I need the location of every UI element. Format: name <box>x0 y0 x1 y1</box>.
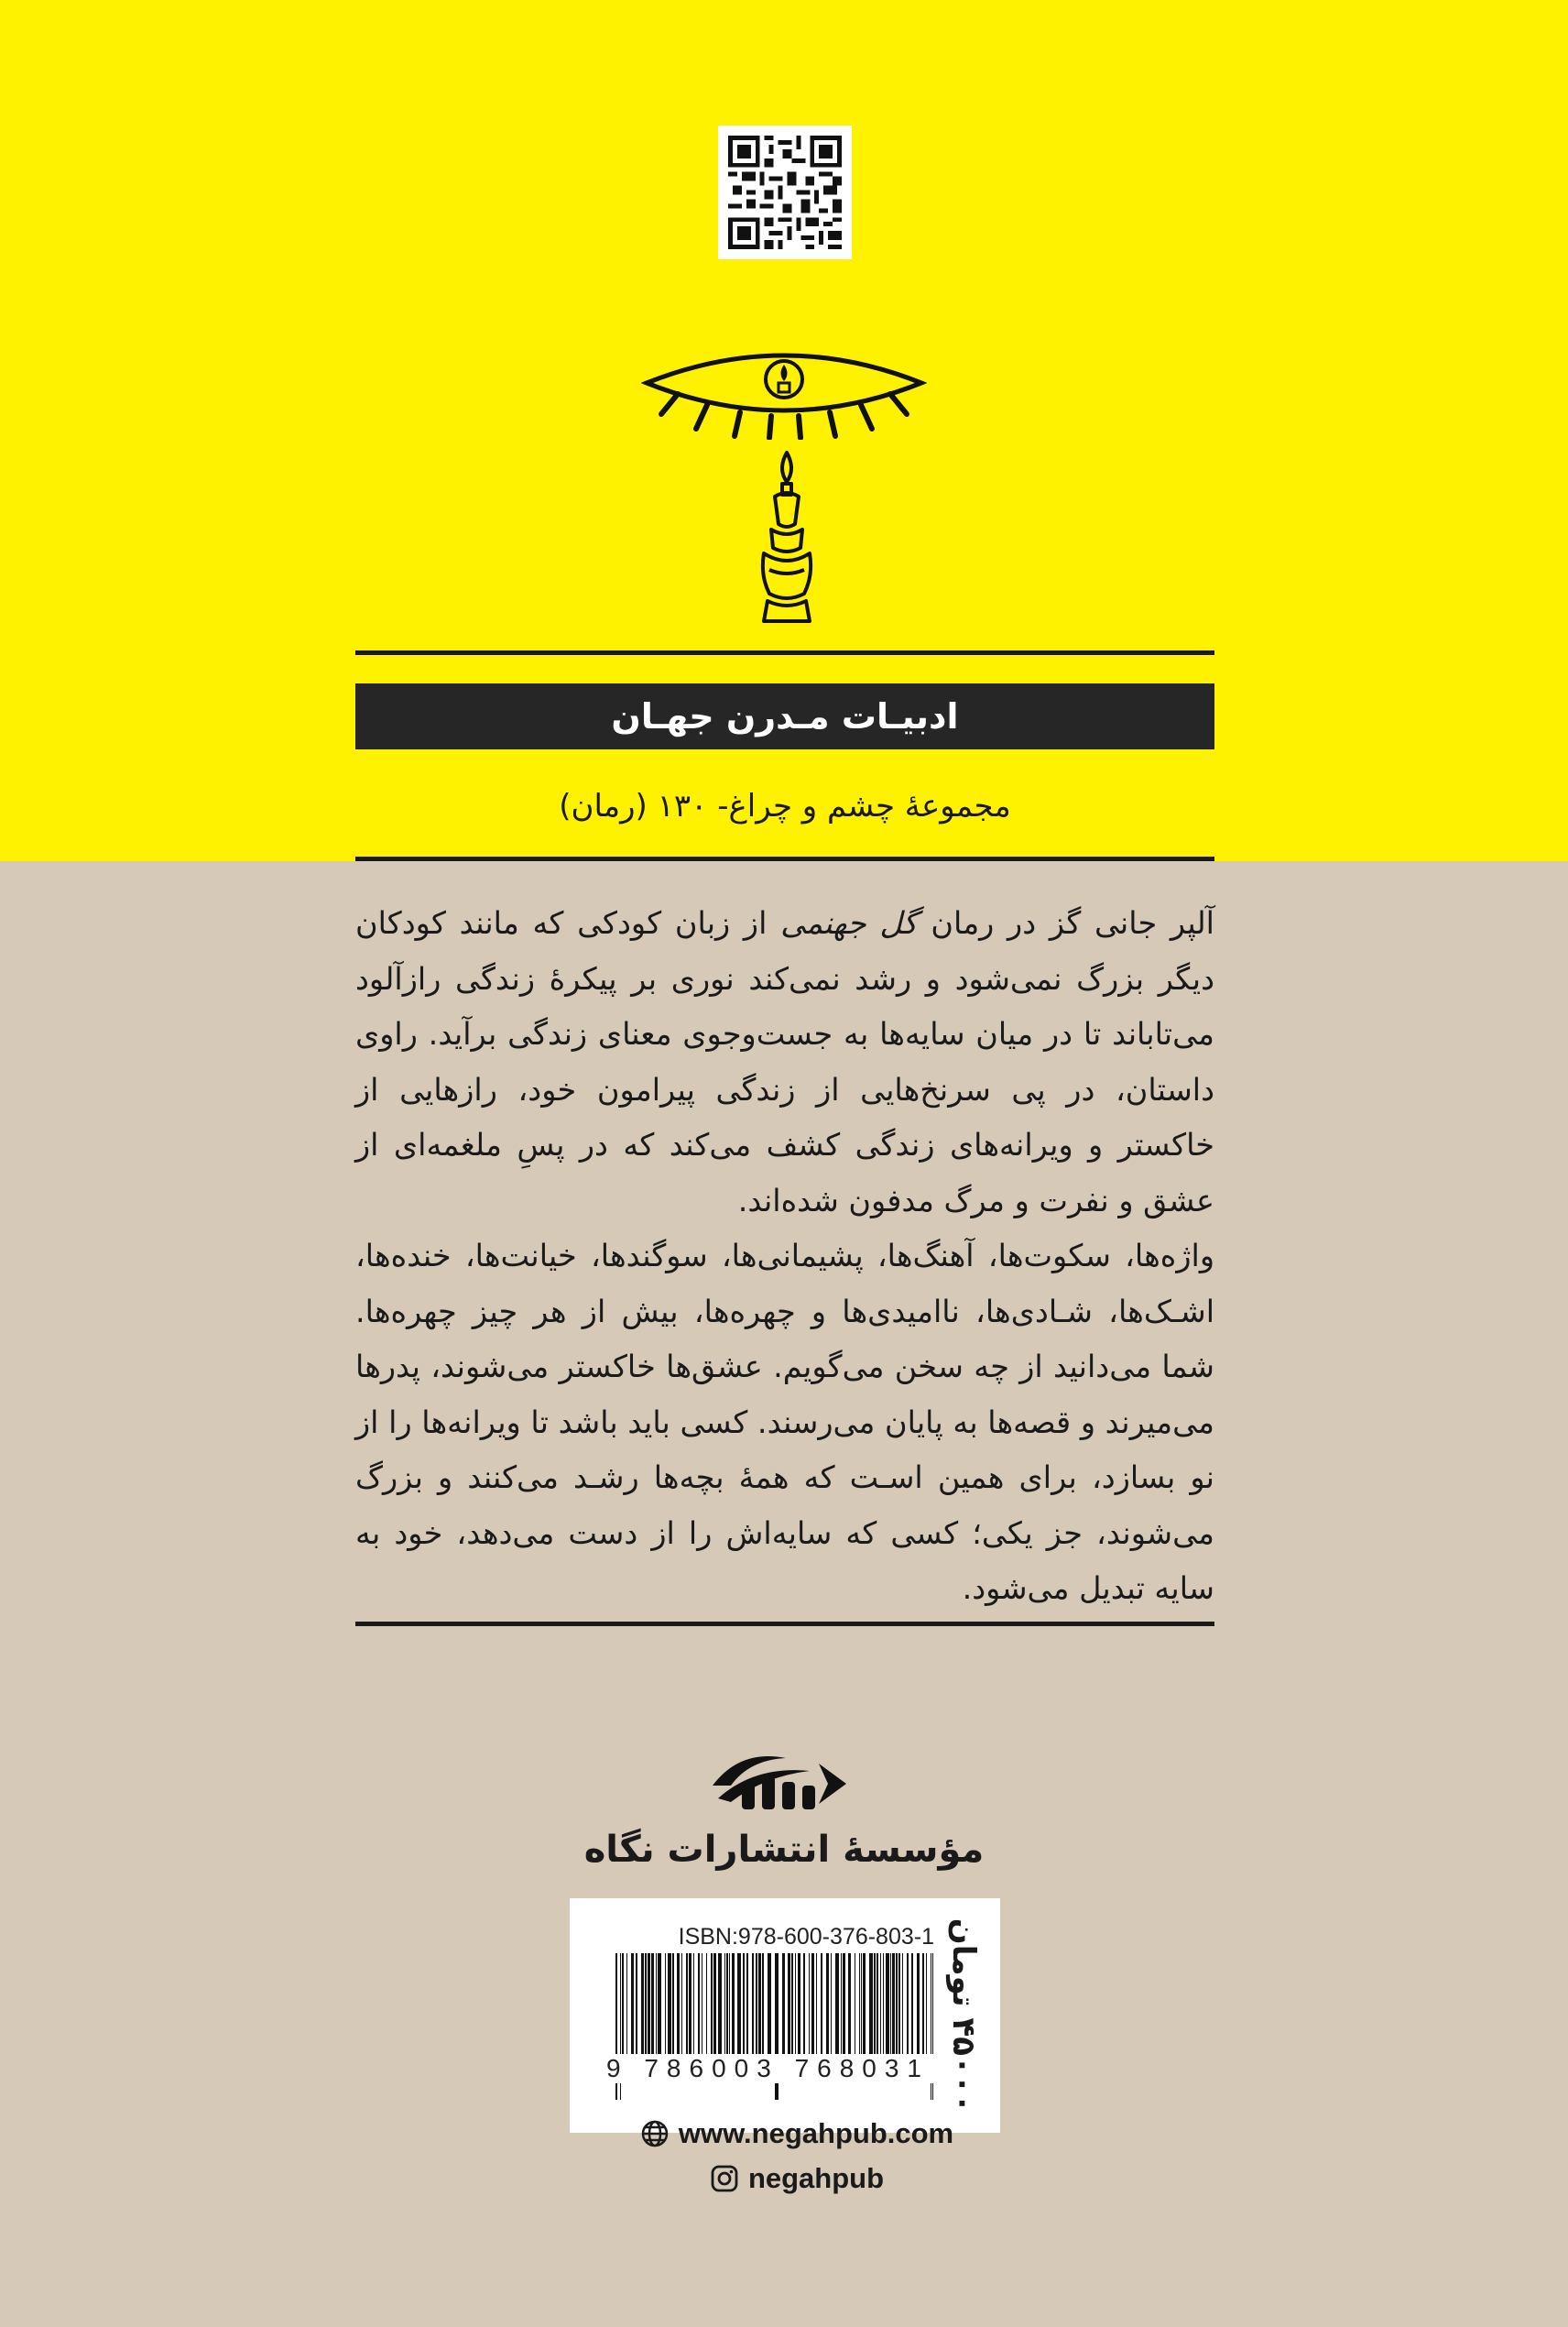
series-title: ادبیـات مـدرن جهـان <box>355 683 1214 749</box>
barcode-digits: 9 786003 768031 <box>603 2054 954 2083</box>
blurb-paragraph-1 <box>355 896 1214 1229</box>
series-subtitle: مجموعهٔ چشم و چراغ- ۱۳۰ (رمان) <box>559 788 1011 825</box>
book-title: گل جهنمی <box>780 905 918 941</box>
price-tag <box>936 1907 991 2124</box>
divider-bottom <box>355 1622 1214 1626</box>
eye-lamp-emblem-icon <box>641 339 927 440</box>
divider-top <box>355 650 1214 655</box>
website-link[interactable] <box>586 2117 1007 2150</box>
blurb-paragraph-2: واژه‌ها، سکوت‌ها، آهنگ‌ها، پشیمانی‌ها، سوگندها، خیانت‌ها، خنده‌ها، اشـک‌ها، شـادی‌ها، ناامیدی‌ها و چهره‌ها، بیش از هر چیز چهره‌ها. شما می‌دانید از چه سخن می‌گویم. عشق‌ها خاکستر می‌شوند، پدرها می‌میرند و قصه‌ها به پایان می‌رسند. کسی باید باشد تا ویرانه‌ها را از نو بسازد، برای همین اسـت که همهٔ بچه‌ها رشـد می‌کنند و بزرگ می‌شوند، جز یکی؛ کسی که سایه‌اش را از دست می‌دهد، خود به سایه تبدیل می‌شود. <box>355 1238 1214 1606</box>
divider-middle <box>355 857 1214 861</box>
instagram-icon <box>710 2164 739 2193</box>
instagram-text: negahpub <box>747 2162 885 2194</box>
blurb-text: آلپر جانی گز در رمان <box>917 905 1214 941</box>
website-text: www.negahpub.com <box>678 2117 954 2149</box>
qr-code-icon <box>718 126 852 259</box>
blurb <box>355 896 1214 1617</box>
instagram-link[interactable] <box>586 2162 1007 2195</box>
candle-emblem-icon <box>747 447 826 627</box>
price-text: ۴۵۰۰۰ تومان <box>945 1917 982 2114</box>
blurb-text: از زبان کودکی که مانند کودکان دیگر بزرگ نمی‌شود و رشد نمی‌کند نوری بر پیکرهٔ زندگی رازآلود می‌تاباند تا در میان سایه‌ها به جست‌وجوی معنای زندگی برآید. راوی داستان، در پی سرنخ‌هایی از زندگی پیرامون خود، رازهایی از خاکستر و ویرانه‌های زندگی کشف می‌کند که در پسِ ملغمه‌ای از عشق و نفرت و مرگ مدفون شده‌اند. <box>355 905 1214 1218</box>
negah-logo-icon <box>709 1745 855 1819</box>
publisher-name: مؤسسهٔ انتشارات نگاه <box>583 1829 985 1871</box>
isbn-label: ISBN:978-600-376-803-1 <box>678 1924 934 1950</box>
globe-icon <box>640 2119 670 2148</box>
barcode-panel <box>570 1898 1000 2133</box>
